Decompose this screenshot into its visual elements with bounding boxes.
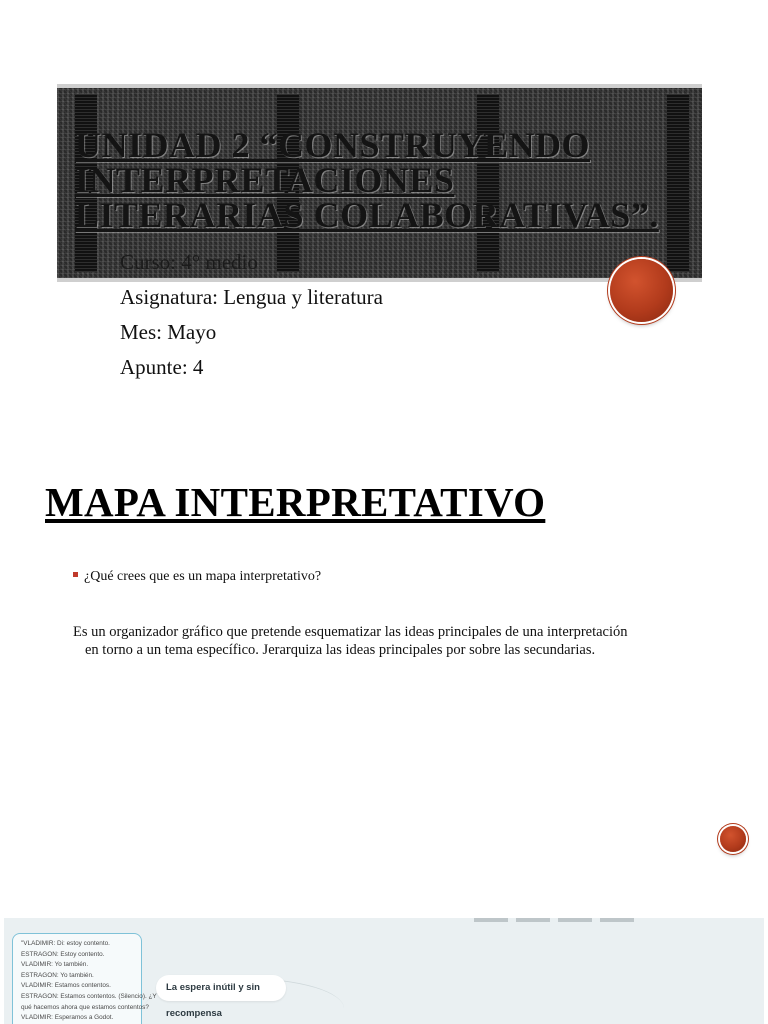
meta-curso: Curso: 4° medio: [120, 250, 258, 274]
meta-apunte: Apunte: 4: [120, 355, 204, 379]
definition-line: en torno a un tema específico. Jerarquiza las ideas principales por sobre las secundarias.: [85, 642, 596, 658]
unit-title-line: INTERPRETACIONES: [75, 160, 455, 200]
quote-line: ESTRAGON: Yo también.: [21, 971, 94, 979]
quote-line: VLADIMIR: Estamos contentos.: [21, 982, 111, 990]
quote-line: "VLADIMIR: Di: estoy contento.: [21, 940, 110, 947]
quote-box: [12, 933, 157, 1024]
faded-heading: [474, 918, 634, 922]
quote-line: VLADIMIR: Yo también.: [21, 961, 89, 969]
mind-map-canvas: [4, 918, 764, 1024]
mind-map-node: La espera inútil y sin recompensa: [156, 975, 286, 1001]
unit-title-line: UNIDAD 2 “CONSTRUYENDO: [75, 125, 591, 165]
definition-paragraph: [73, 623, 703, 659]
question-text: ¿Qué crees que es un mapa interpretativo?: [84, 569, 322, 584]
decorative-orb: [720, 826, 746, 852]
quote-line: qué hacemos ahora que estamos contentos?: [21, 1003, 149, 1011]
definition-line: Es un organizador gráfico que pretende esquematizar las ideas principales de una interpretación: [73, 624, 628, 640]
quote-line: ESTRAGON: Estamos contentos. (Silencio). ¿Y: [21, 992, 157, 1000]
bullet-marker-icon: [73, 572, 78, 577]
quote-line: ESTRAGON: Estoy contento.: [21, 950, 105, 958]
quote-line: VLADIMIR: Esperamos a Godot.: [21, 1014, 114, 1022]
unit-title-line: LITERARIAS COLABORATIVAS”.: [75, 195, 659, 235]
unit-title: [75, 125, 715, 235]
decorative-orb: [610, 259, 673, 322]
meta-mes: Mes: Mayo: [120, 320, 217, 344]
section-heading: MAPA INTERPRETATIVO: [45, 479, 546, 525]
question-bullet: [73, 569, 321, 585]
meta-asignatura: Asignatura: Lengua y literatura: [120, 285, 383, 309]
